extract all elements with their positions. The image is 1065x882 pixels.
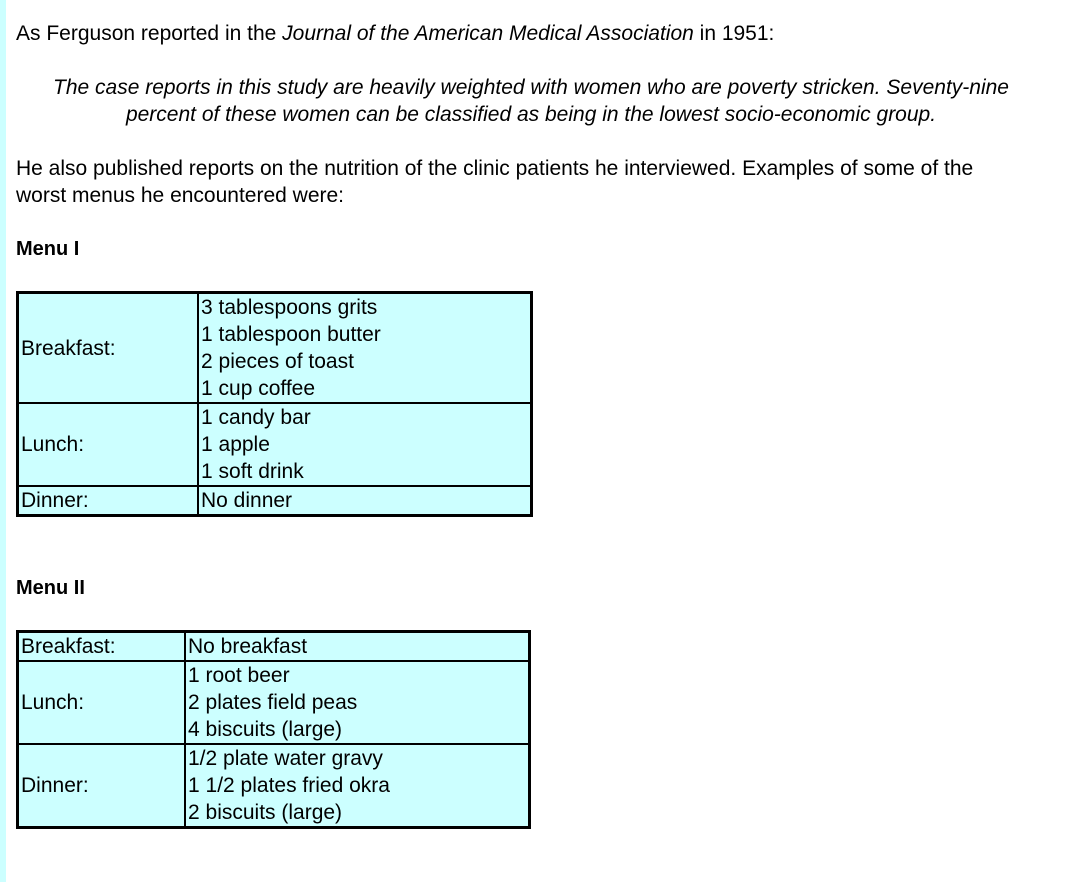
- food-item: 2 pieces of toast: [201, 350, 354, 373]
- intro-paragraph: [16, 20, 1056, 47]
- food-item: 4 biscuits (large): [188, 718, 343, 741]
- meal-items: [185, 744, 530, 828]
- menu-row-breakfast: [18, 293, 532, 404]
- menu-1-title: Menu I: [16, 238, 80, 260]
- food-item: 1 1/2 plates fried okra: [188, 774, 390, 797]
- intro-prefix: As Ferguson reported in the: [16, 22, 283, 45]
- menu-row-lunch: [18, 403, 532, 486]
- menu-row-lunch: [18, 661, 530, 744]
- menu-2-body: [18, 632, 530, 828]
- block-quote: The case reports in this study are heavily weighted with women who are poverty stricken. Seventy-nine percent of these women can be classified as being in the lowest socio-economic group.: [53, 76, 1009, 126]
- left-margin-strip: [0, 0, 6, 882]
- meal-label: Lunch:: [18, 403, 199, 486]
- meal-label: Dinner:: [18, 744, 186, 828]
- meal-items: [185, 661, 530, 744]
- food-item: 1 cup coffee: [201, 377, 316, 400]
- meal-items: [185, 632, 530, 662]
- food-item: 2 biscuits (large): [188, 801, 343, 824]
- meal-label: Breakfast:: [18, 293, 199, 404]
- menu-row-dinner: [18, 486, 532, 516]
- meal-items: [198, 403, 532, 486]
- food-item: 2 plates field peas: [188, 691, 358, 714]
- food-item: No breakfast: [188, 635, 308, 658]
- food-item: 3 tablespoons grits: [201, 296, 378, 319]
- food-item: 1 candy bar: [201, 406, 311, 429]
- meal-label: Lunch:: [18, 661, 186, 744]
- menu-row-breakfast: [18, 632, 530, 662]
- journal-name: Journal of the American Medical Association: [282, 22, 694, 45]
- menu-1-body: [18, 293, 532, 516]
- meal-label: Breakfast:: [18, 632, 186, 662]
- menu-1-table: [16, 291, 533, 517]
- food-item: 1/2 plate water gravy: [188, 747, 383, 770]
- meal-items: [198, 486, 532, 516]
- nutrition-paragraph: He also published reports on the nutrition of the clinic patients he interviewed. Examples of some of the worst menus he encountered were:: [16, 157, 974, 207]
- menu-2-title: Menu II: [16, 577, 85, 599]
- meal-items: [198, 293, 532, 404]
- food-item: No dinner: [201, 489, 293, 512]
- food-item: 1 tablespoon butter: [201, 323, 381, 346]
- intro-suffix: in 1951:: [693, 22, 775, 45]
- food-item: 1 apple: [201, 433, 270, 456]
- meal-label: Dinner:: [18, 486, 199, 516]
- menu-row-dinner: [18, 744, 530, 828]
- food-item: 1 root beer: [188, 664, 290, 687]
- menu-2-table: [16, 630, 531, 829]
- document-body: [16, 20, 1056, 829]
- food-item: 1 soft drink: [201, 460, 304, 483]
